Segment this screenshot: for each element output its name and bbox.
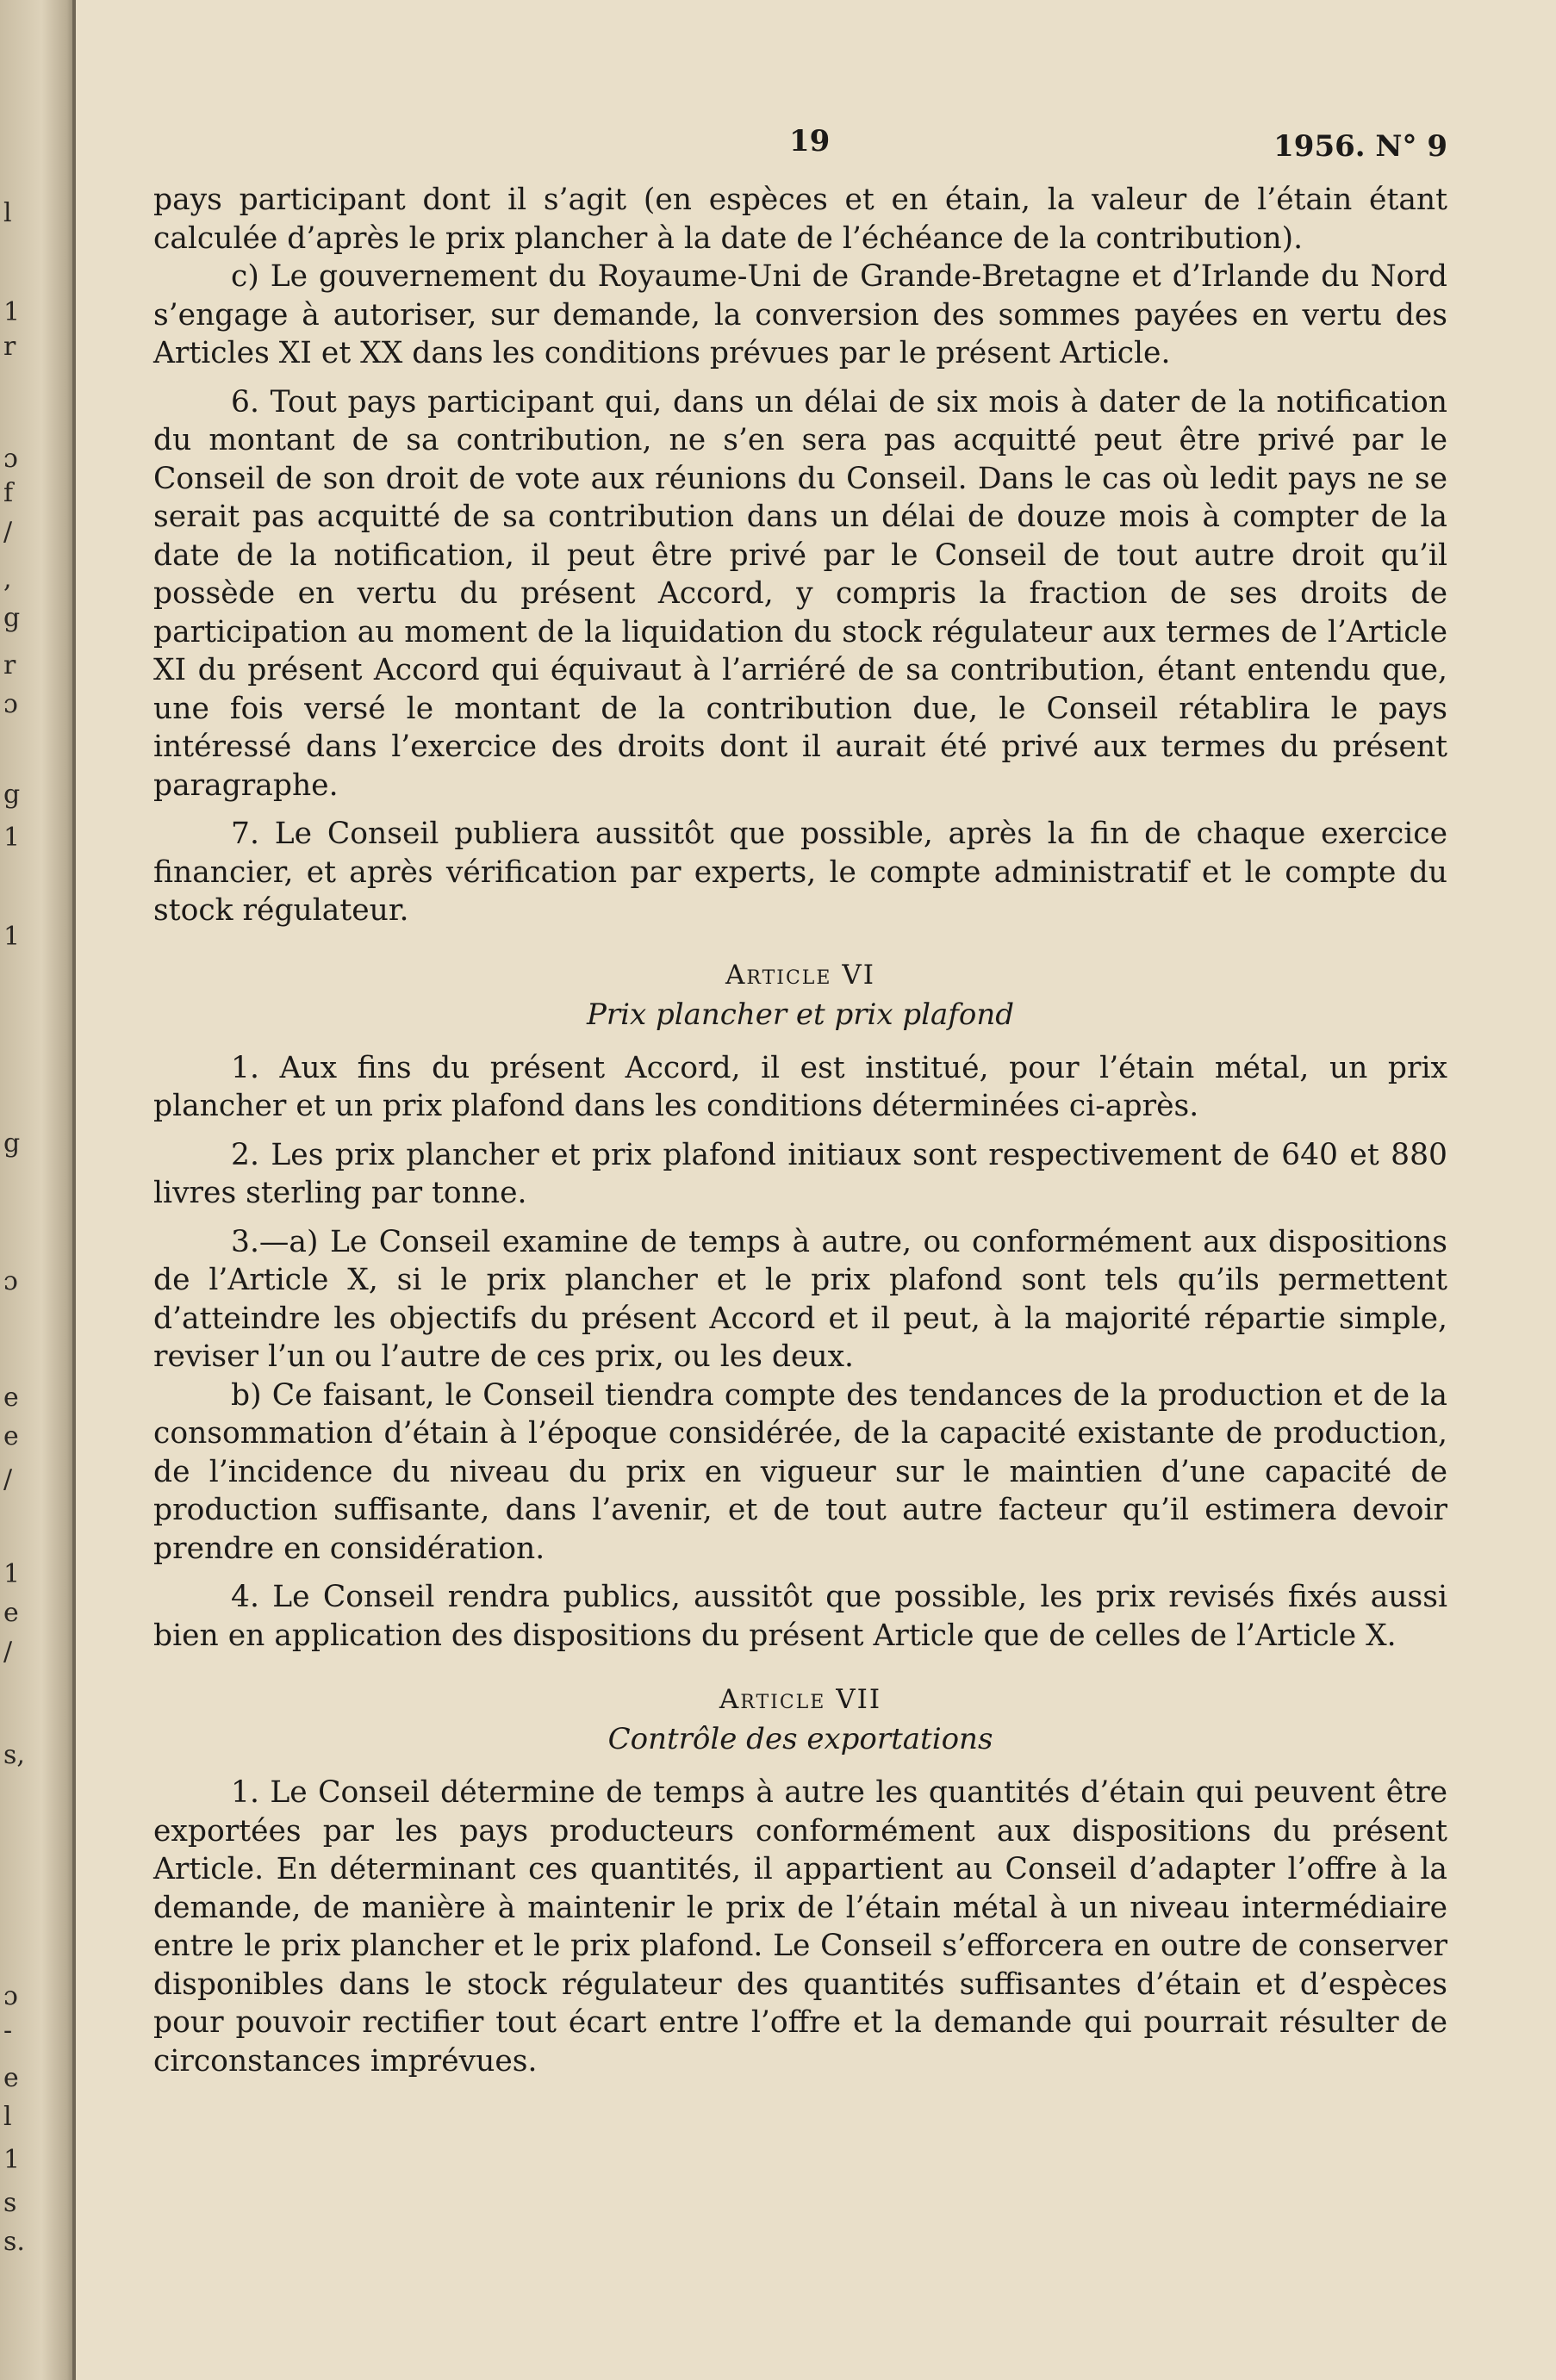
margin-fragment: l	[3, 198, 12, 228]
margin-fragment: l	[3, 2102, 12, 2132]
paragraph: b) Ce faisant, le Conseil tiendra compte des tendances de la production et de la consommation d’étain à l’époque considérée, de la capacité existante de production, de l’incidence du niveau du prix en vigueur sur le maintien d’une capacité de production suffisante, dans l’avenir, et de tout autre facteur qu’il estimera devoir prendre en considération.	[153, 1377, 1447, 1566]
margin-fragment: f	[3, 478, 14, 508]
margin-fragment: e	[3, 1421, 19, 1451]
margin-fragment: s.	[3, 2227, 25, 2257]
margin-fragment: s	[3, 2188, 17, 2218]
page-header	[153, 112, 1447, 181]
margin-fragment: 1	[3, 922, 21, 952]
paragraph: 3.—a) Le Conseil examine de temps à autre, ou conformément aux dispositions de l’Article X, si le prix plancher et le prix plafond sont tels qu’ils permettent d’atteindre les objectifs du présent Accord et il peut, à la majorité répartie simple, reviser l’un ou l’autre de ces prix, ou les deux.	[153, 1224, 1447, 1374]
paragraph: pays participant dont il s’agit (en espèces et en étain, la valeur de l’étain étant calculée d’après le prix plancher à la date de l’échéance de la contribution).	[153, 183, 1447, 256]
paragraph: 1. Le Conseil détermine de temps à autre les quantités d’étain qui peuvent être exportées par les pays producteurs conformément aux dispositions du présent Article. En déterminant ces quantités, il appartient au Conseil d’adapter l’offre à la demande, de manière à maintenir le prix de l’étain métal à un niveau intermédiaire entre le prix plancher et le prix plafond. Le Conseil s’efforcera en outre de conserver disponibles dans le stock régulateur des quantités suffisantes d’étain et d’espèces pour pouvoir rectifier tout écart entre l’offre et la demande qui pourrait résulter de circonstances imprévues.	[153, 1775, 1447, 2079]
document-reference: 1956. N° 9	[1273, 129, 1447, 164]
paragraph: 7. Le Conseil publiera aussitôt que possible, après la fin de chaque exercice financier, et après vérification par experts, le compte administratif et le compte du stock régulateur.	[153, 817, 1447, 928]
paragraph: 1. Aux fins du présent Accord, il est institué, pour l’étain métal, un prix plancher et un prix plafond dans les conditions déterminées ci-après.	[153, 1050, 1447, 1123]
article-subheading: Prix plancher et prix plafond	[586, 997, 1014, 1032]
article-heading: Article VII	[719, 1684, 882, 1715]
margin-fragment: 1	[3, 2145, 21, 2175]
margin-fragment: ɔ	[3, 1266, 18, 1296]
margin-fragment: g	[3, 1128, 21, 1159]
margin-fragment: ,	[3, 564, 12, 594]
margin-fragment: -	[3, 2016, 13, 2046]
margin-fragment: 1	[3, 1559, 21, 1589]
facing-page-fragments	[0, 0, 26, 2380]
margin-fragment: r	[3, 332, 16, 362]
document-page	[153, 112, 1447, 2080]
paragraph: 6. Tout pays participant qui, dans un délai de six mois à dater de la notification du montant de sa contribution, ne s’en sera pas acquitté peut être privé par le Conseil de son droit de vote aux réunions du Conseil. Dans le cas où ledit pays ne se serait pas acquitté de sa contribution dans un délai de douze mois à compter de la date de la notification, il peut être privé par le Conseil de tout autre droit qu’il possède en vertu du présent Accord, y compris la fraction de ses droits de participation au moment de la liquidation du stock régulateur aux termes de l’Article XI du présent Accord qui équivaut à l’arriéré de sa contribution, étant entendu que, une fois versé le montant de la contribution due, le Conseil rétablira le pays intéressé dans l’exercice des droits dont il aurait été privé aux termes du présent paragraphe.	[153, 384, 1447, 803]
article-heading: Article VI	[725, 959, 875, 991]
paragraph: 2. Les prix plancher et prix plafond initiaux sont respectivement de 640 et 880 livres sterling par tonne.	[153, 1137, 1447, 1210]
margin-fragment: ɔ	[3, 444, 18, 474]
margin-fragment: e	[3, 2063, 19, 2093]
margin-fragment: /	[3, 1637, 13, 1667]
paragraph: 4. Le Conseil rendra publics, aussitôt que possible, les prix revisés fixés aussi bien en application des dispositions du présent Article que de celles de l’Article X.	[153, 1580, 1447, 1653]
margin-fragment: s,	[3, 1740, 25, 1770]
article-subheading: Contrôle des exportations	[607, 1722, 993, 1756]
margin-fragment: ɔ	[3, 689, 18, 719]
margin-fragment: e	[3, 1383, 19, 1413]
binding-edge	[72, 0, 76, 2380]
margin-fragment: e	[3, 1598, 19, 1628]
paragraph: c) Le gouvernement du Royaume-Uni de Grande-Bretagne et d’Irlande du Nord s’engage à autoriser, sur demande, la conversion des sommes payées en vertu des Articles XI et XX dans les conditions prévues par le présent Article.	[153, 259, 1447, 370]
margin-fragment: r	[3, 650, 16, 680]
margin-fragment: /	[3, 1464, 13, 1494]
margin-fragment: /	[3, 517, 13, 547]
margin-fragment: 1	[3, 297, 21, 327]
margin-fragment: 1	[3, 823, 21, 853]
page-number: 19	[789, 124, 831, 158]
margin-fragment: g	[3, 780, 21, 810]
margin-fragment: ɔ	[3, 1981, 18, 2011]
margin-fragment: g	[3, 603, 21, 633]
